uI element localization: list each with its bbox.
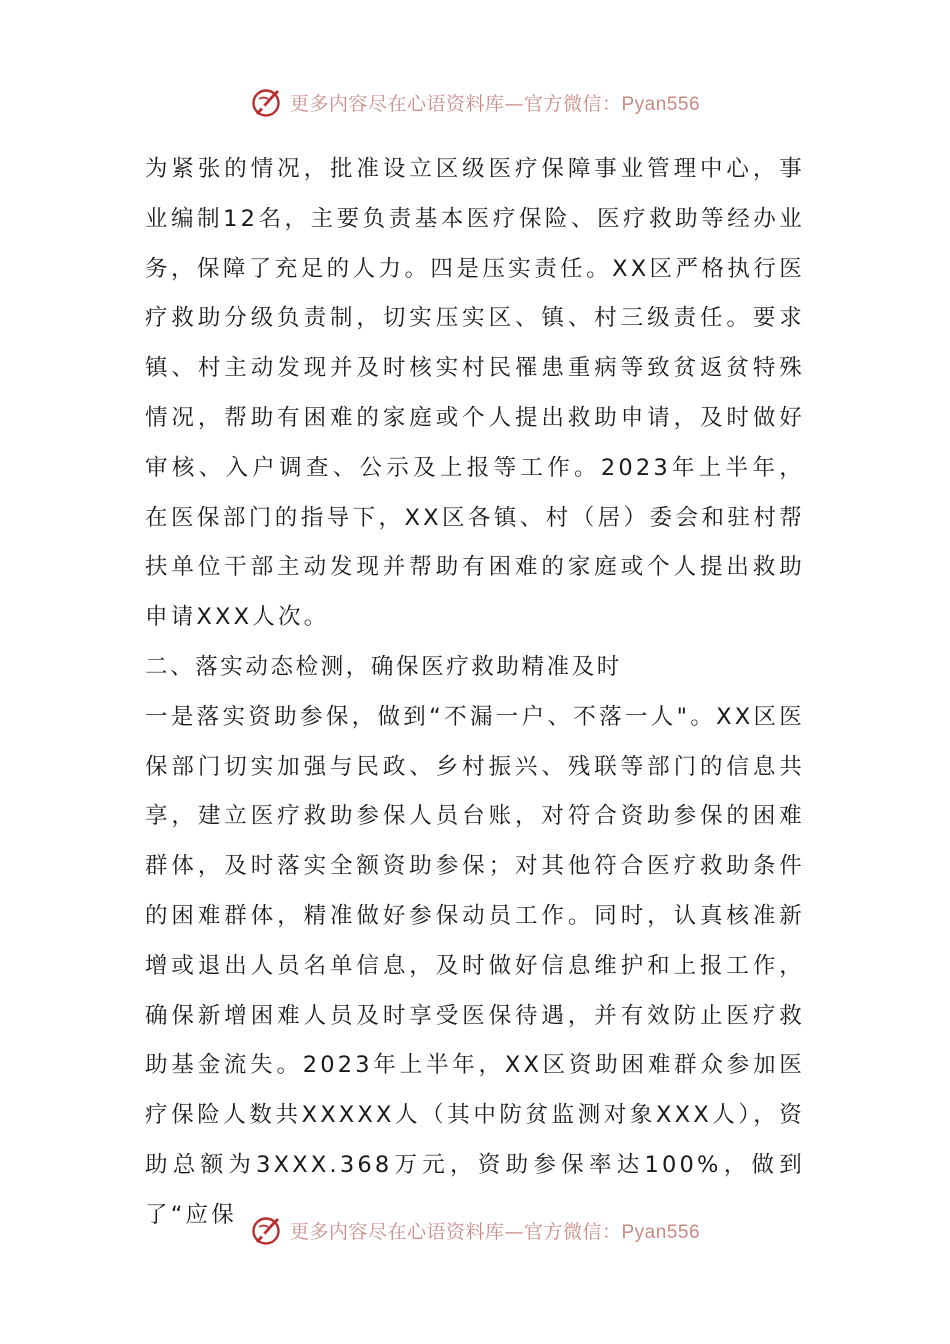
pen-nib-logo-icon xyxy=(250,85,284,119)
paragraph: 一是落实资助参保，做到“不漏一户、不落一人"。XX区医保部门切实加强与民政、乡村振兴、残联等部门的信息共享，建立医疗救助参保人员台账，对符合资助参保的困难群体，及时落实全额资助参保；对其他符合医疗救助条件的困难群体，精准做好参保动员工作。同时，认真核准新增或退出人员名单信息，及时做好信息维护和上报工作，确保新增困难人员及时享受医保待遇，并有效防止医疗救助基金流失。2023年上半年，XX区资助困难群众参加医疗保险人数共XXXXX人（其中防贫监测对象XXX人），资助总额为3XXX.368万元，资助参保率达100%，做到了“应保 xyxy=(145,703,805,1228)
footer-watermark xyxy=(0,1208,950,1252)
watermark-text-cn: 更多内容尽在心语资料库—官方微信： xyxy=(289,92,622,115)
watermark-text xyxy=(290,89,700,116)
watermark-text xyxy=(290,1217,700,1244)
watermark-text-cn: 更多内容尽在心语资料库—官方微信： xyxy=(289,1220,622,1243)
paragraph: 为紧张的情况，批准设立区级医疗保障事业管理中心，事业编制12名，主要负责基本医疗保险、医疗救助等经办业务，保障了充足的人力。四是压实责任。XX区严格执行医疗救助分级负责制，切实压实区、镇、村三级责任。要求镇、村主动发现并及时核实村民罹患重病等致贫返贫特殊情况，帮助有困难的家庭或个人提出救助申请，及时做好审核、入户调查、公示及上报等工作。2023年上半年，在医保部门的指导下，XX区各镇、村（居）委会和驻村帮扶单位干部主动发现并帮助有困难的家庭或个人提出救助申请XXX人次。 xyxy=(145,156,805,631)
document-body xyxy=(145,145,805,1241)
watermark-wechat-id: Pyan556 xyxy=(621,93,701,115)
section-heading: 二、落实动态检测，确保医疗救助精准及时 xyxy=(145,653,622,680)
pen-nib-logo-icon xyxy=(250,1213,284,1247)
watermark-wechat-id: Pyan556 xyxy=(621,1221,701,1243)
header-watermark xyxy=(0,80,950,124)
